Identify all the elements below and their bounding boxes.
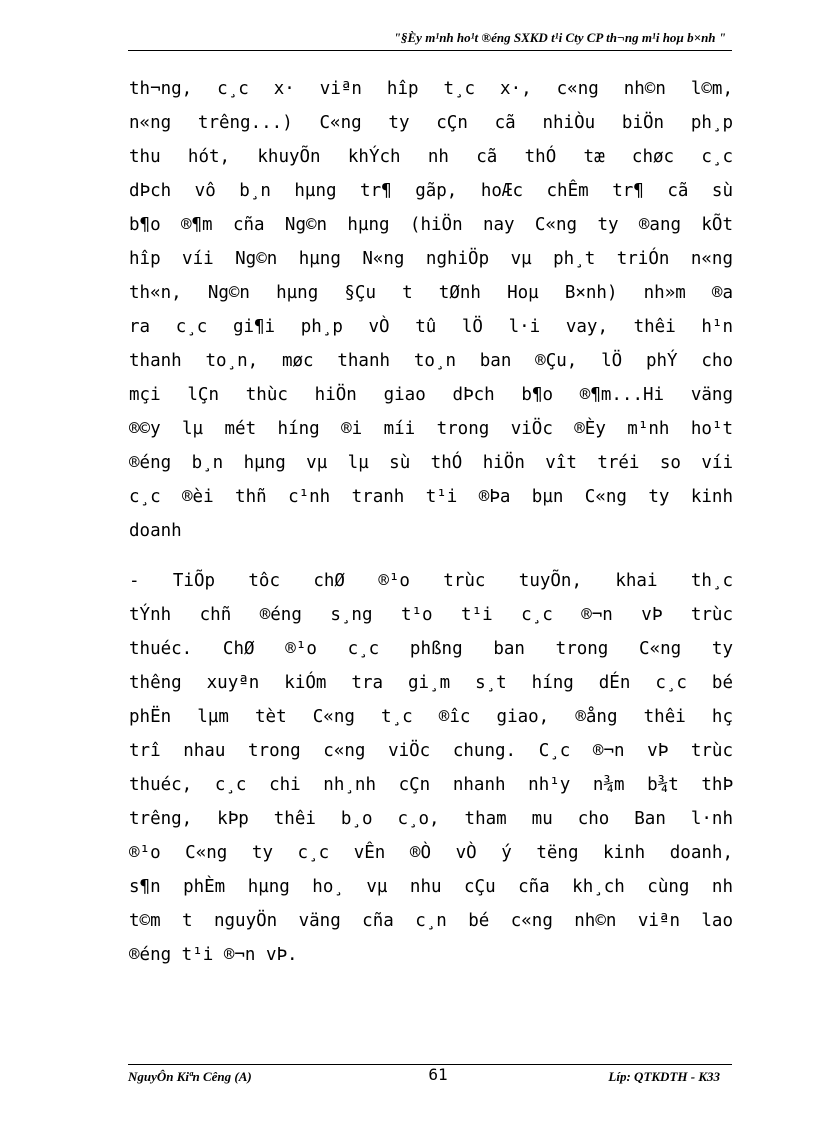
text-line: tÝnh chñ ®éng s¸ng t¹o t¹i c¸c ®¬n vÞ trùc (129, 605, 733, 625)
paragraph-gap (129, 548, 733, 564)
text-line: ®©y lµ mét híng ®i míi trong viÖc ®Èy m¹nh ho¹t (129, 419, 733, 439)
text-line: c¸c ®èi thñ c¹nh tranh t¹i ®Þa bµn C«ng ty kinh (129, 487, 733, 507)
text-line: dÞch vô b¸n hµng tr¶ gãp, hoÆc chÊm tr¶ cã sù (129, 181, 733, 201)
text-line: ®éng b¸n hµng vµ lµ sù thÓ hiÖn vît tréi so víi (129, 453, 733, 473)
text-line: thuéc. ChØ ®¹o c¸c phßng ban trong C«ng ty (129, 639, 733, 659)
text-line: mçi lÇn thùc hiÖn giao dÞch b¶o ®¶m...Hi väng (129, 385, 733, 405)
text-line: thu hót, khuyÕn khÝch nh cã thÓ tæ chøc c¸c (129, 147, 733, 167)
text-line: ®éng t¹i ®¬n vÞ. (129, 945, 298, 965)
paragraph-1 (129, 72, 733, 548)
text-line: th«n, Ng©n hµng §Çu t tØnh Hoµ B×nh) nh»m ®a (129, 283, 733, 303)
footer-author: NguyÔn Kiªn Cêng (A) (128, 1069, 252, 1084)
text-line: t©m t nguyÖn väng cña c¸n bé c«ng nh©n viªn lao (129, 911, 733, 931)
text-line: - TiÕp tôc chØ ®¹o trùc tuyÕn, khai th¸c (129, 571, 733, 591)
text-line: trî nhau trong c«ng viÖc chung. C¸c ®¬n vÞ trùc (129, 741, 733, 761)
text-line: hîp víi Ng©n hµng N«ng nghiÖp vµ ph¸t triÓn n«ng (129, 249, 733, 269)
text-line: th¬ng, c¸c x· viªn hîp t¸c x·, c«ng nh©n l©m, (129, 79, 733, 99)
text-line: ra c¸c gi¶i ph¸p vÒ tû lÖ l·i vay, thêi h¹n (129, 317, 733, 337)
page-number: 61 (428, 1065, 448, 1084)
text-line: doanh (129, 521, 182, 541)
text-line: thêng xuyªn kiÓm tra gi¸m s¸t híng dÉn c¸c bé (129, 673, 733, 693)
text-line: thuéc, c¸c chi nh¸nh cÇn nhanh nh¹y n¾m b¾t thÞ (129, 775, 733, 795)
footer-class: Líp: QTKDTH - K33 (608, 1069, 720, 1084)
text-line: n«ng trêng...) C«ng ty cÇn cã nhiÒu biÖn ph¸p (129, 113, 733, 133)
text-line: s¶n phÈm hµng ho¸ vµ nhu cÇu cña kh¸ch cùng nh (129, 877, 733, 897)
text-line: thanh to¸n, møc thanh to¸n ban ®Çu, lÖ phÝ cho (129, 351, 733, 371)
header-title: "§Èy m¹nh ho¹t ®éng SXKD t¹i Cty CP th¬ng m¹i hoµ b×nh " (393, 30, 726, 45)
text-line: phËn lµm tèt C«ng t¸c ®îc giao, ®ång thêi hç (129, 707, 733, 727)
text-line: b¶o ®¶m cña Ng©n hµng (hiÖn nay C«ng ty ®ang kÕt (129, 215, 733, 235)
document-body (129, 72, 733, 972)
text-line: ®¹o C«ng ty c¸c vÊn ®Ò vÒ ý tëng kinh doanh, (129, 843, 733, 863)
page-header (128, 28, 732, 51)
text-line: trêng, kÞp thêi b¸o c¸o, tham mu cho Ban l·nh (129, 809, 733, 829)
page-footer (128, 1064, 732, 1095)
paragraph-2 (129, 564, 733, 972)
